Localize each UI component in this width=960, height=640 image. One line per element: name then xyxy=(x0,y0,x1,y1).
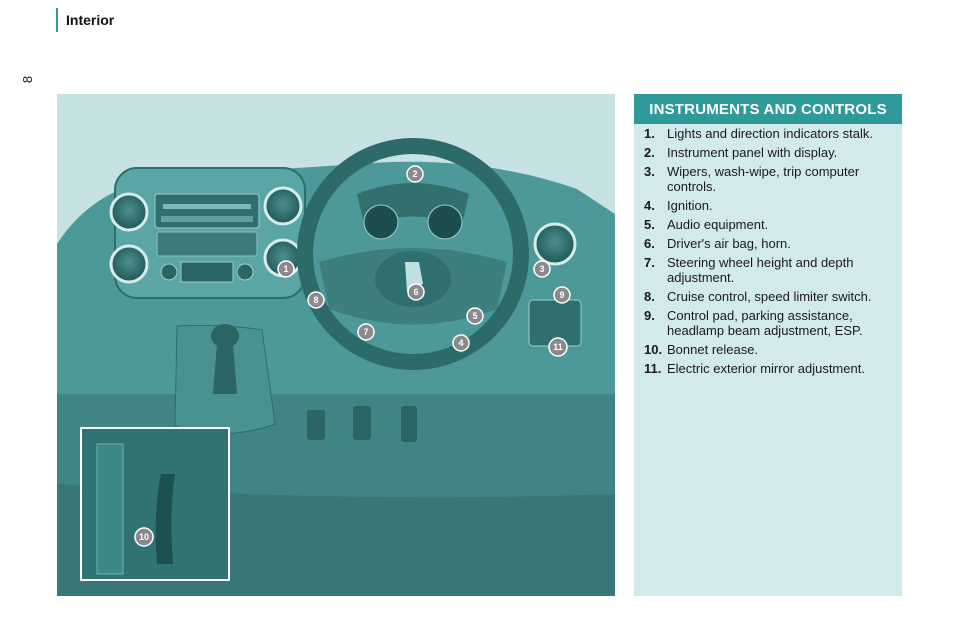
control-item-text: Wipers, wash-wipe, trip computer controls. xyxy=(667,164,860,194)
section-title: Interior xyxy=(66,12,115,28)
control-item-text: Instrument panel with display. xyxy=(667,145,838,160)
climate-display xyxy=(181,262,233,282)
control-item-number: 2. xyxy=(644,145,655,160)
control-item xyxy=(644,289,892,304)
control-item-text: Electric exterior mirror adjustment. xyxy=(667,361,865,376)
callout-6-label: 6 xyxy=(413,287,419,297)
page-number: 8 xyxy=(20,75,36,84)
callout-7-label: 7 xyxy=(363,327,369,337)
vent-right xyxy=(535,224,575,264)
callout-4-label: 4 xyxy=(458,338,464,348)
control-item-number: 6. xyxy=(644,236,655,251)
pedal-clutch xyxy=(307,410,325,440)
panel-header xyxy=(634,94,902,124)
control-item-number: 11. xyxy=(644,361,662,376)
pedal-accelerator xyxy=(401,406,417,442)
callout-9-label: 9 xyxy=(559,290,565,300)
control-item-text: Control pad, parking assistance, headlamp beam adjustment, ESP. xyxy=(667,308,863,338)
vent-left-top xyxy=(111,194,147,230)
audio-unit xyxy=(155,194,259,228)
pedal-brake xyxy=(353,406,371,440)
control-item xyxy=(644,361,892,376)
control-item-text: Lights and direction indicators stalk. xyxy=(667,126,873,141)
control-item xyxy=(644,217,892,232)
callout-3-label: 3 xyxy=(539,264,545,274)
vent-left-bottom xyxy=(111,246,147,282)
control-item xyxy=(644,236,892,251)
control-item xyxy=(644,164,892,194)
callout-10-label: 10 xyxy=(138,532,150,542)
control-item xyxy=(644,308,892,338)
storage-tray xyxy=(157,232,257,256)
control-item xyxy=(644,198,892,213)
vent-center-top xyxy=(265,188,301,224)
gear-boot xyxy=(213,344,237,394)
callout-11-label: 11 xyxy=(553,342,563,352)
callout-8-label: 8 xyxy=(313,295,319,305)
control-item-text: Cruise control, speed limiter switch. xyxy=(667,289,872,304)
controls-list xyxy=(634,124,902,376)
control-item xyxy=(644,342,892,357)
control-item-number: 5. xyxy=(644,217,655,232)
control-item-number: 1. xyxy=(644,126,655,141)
control-item-number: 9. xyxy=(644,308,655,323)
control-item xyxy=(644,255,892,285)
control-item-number: 8. xyxy=(644,289,655,304)
control-item-text: Audio equipment. xyxy=(667,217,769,232)
section-bar xyxy=(56,8,58,32)
control-item-text: Driver's air bag, horn. xyxy=(667,236,791,251)
dashboard-drawing xyxy=(57,94,615,596)
control-item xyxy=(644,145,892,160)
callout-2-label: 2 xyxy=(412,169,418,179)
control-item-text: Steering wheel height and depth adjustment. xyxy=(667,255,854,285)
control-item-text: Ignition. xyxy=(667,198,713,213)
control-item-number: 10. xyxy=(644,342,663,357)
control-item-number: 3. xyxy=(644,164,655,179)
panel-title: INSTRUMENTS AND CONTROLS xyxy=(649,100,887,118)
control-item-text: Bonnet release. xyxy=(667,342,759,357)
control-item xyxy=(644,126,892,141)
callout-5-label: 5 xyxy=(472,311,478,321)
control-item-number: 4. xyxy=(644,198,655,213)
dashboard-illustration xyxy=(57,94,615,596)
control-item-number: 7. xyxy=(644,255,655,270)
callout-1-label: 1 xyxy=(283,264,289,274)
controls-panel xyxy=(634,94,902,596)
